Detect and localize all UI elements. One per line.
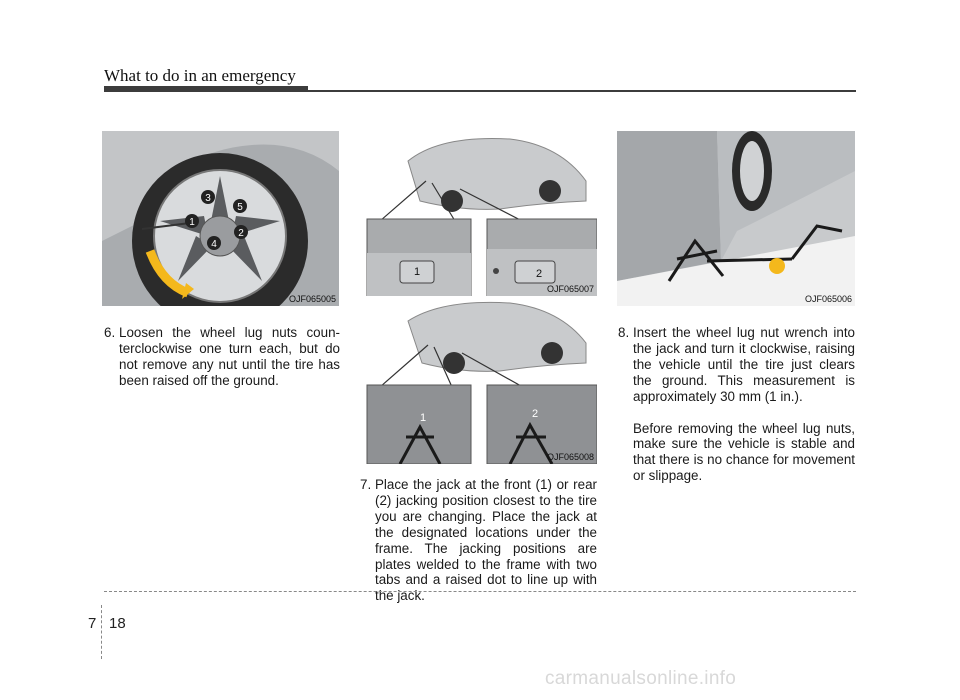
jack-points-figure-code: OJF065007	[546, 284, 594, 294]
step-8-number: 8.	[618, 325, 630, 340]
footer-rule	[104, 591, 856, 592]
jack-install-figure-code: OJF065008	[546, 452, 594, 462]
step-7	[360, 477, 597, 604]
wheel-callout-1: 1	[189, 217, 195, 228]
wheel-callout-4: 4	[211, 239, 217, 250]
header-rule	[104, 90, 856, 92]
jack-install-callout-2: 2	[532, 408, 539, 420]
watermark: carmanualsonline.info	[545, 668, 737, 689]
chapter-number: 7	[88, 615, 97, 632]
step-8-note: Before removing the wheel lug nuts, make sure the vehicle is stable and that there is no chance for movement or slippage.	[633, 420, 855, 484]
page-number: 18	[109, 615, 126, 632]
jack-raise-figure-code: OJF065006	[804, 294, 852, 304]
wheel-illustration	[102, 131, 339, 306]
jack-raise-illustration	[617, 131, 855, 306]
jack-install-illustration	[360, 297, 597, 464]
wheel-callout-5: 5	[237, 202, 243, 213]
step-8	[618, 325, 855, 484]
header-title: What to do in an emergency	[104, 66, 296, 85]
jack-install-figure	[360, 297, 597, 464]
wheel-callout-3: 3	[205, 193, 211, 204]
step-7-number: 7.	[360, 477, 372, 492]
wheel-callout-2: 2	[238, 228, 244, 239]
footer-divider	[101, 605, 102, 659]
jack-point-callout-2: 2	[536, 268, 543, 280]
step-8-text: Insert the wheel lug nut wrench into the jack and turn it clockwise, raising the vehicle until the tire just clears the ground. This measurement is approximately 30 mm (1 in.).	[633, 325, 855, 404]
jack-points-figure	[360, 131, 597, 296]
step-6-text: Loosen the wheel lug nuts counterclockwise one turn each, but do not remove any nut until the tire has been raised off the ground.	[119, 325, 340, 388]
step-6-number: 6.	[104, 325, 116, 340]
jack-install-callout-1: 1	[420, 412, 427, 424]
step-7-text: Place the jack at the front (1) or rear (2) jacking position closest to the tire you are changing. Place the jack at the designated locations under the frame. The jacking positions are plates welded to the frame with two tabs and a raised dot to line up with the jack.	[375, 477, 597, 604]
jack-point-callout-1: 1	[414, 266, 421, 278]
wheel-figure-code: OJF065005	[288, 294, 336, 304]
jack-raise-figure	[617, 131, 855, 306]
step-6	[104, 325, 340, 389]
jack-points-illustration	[360, 131, 597, 296]
wheel-figure	[102, 131, 339, 306]
